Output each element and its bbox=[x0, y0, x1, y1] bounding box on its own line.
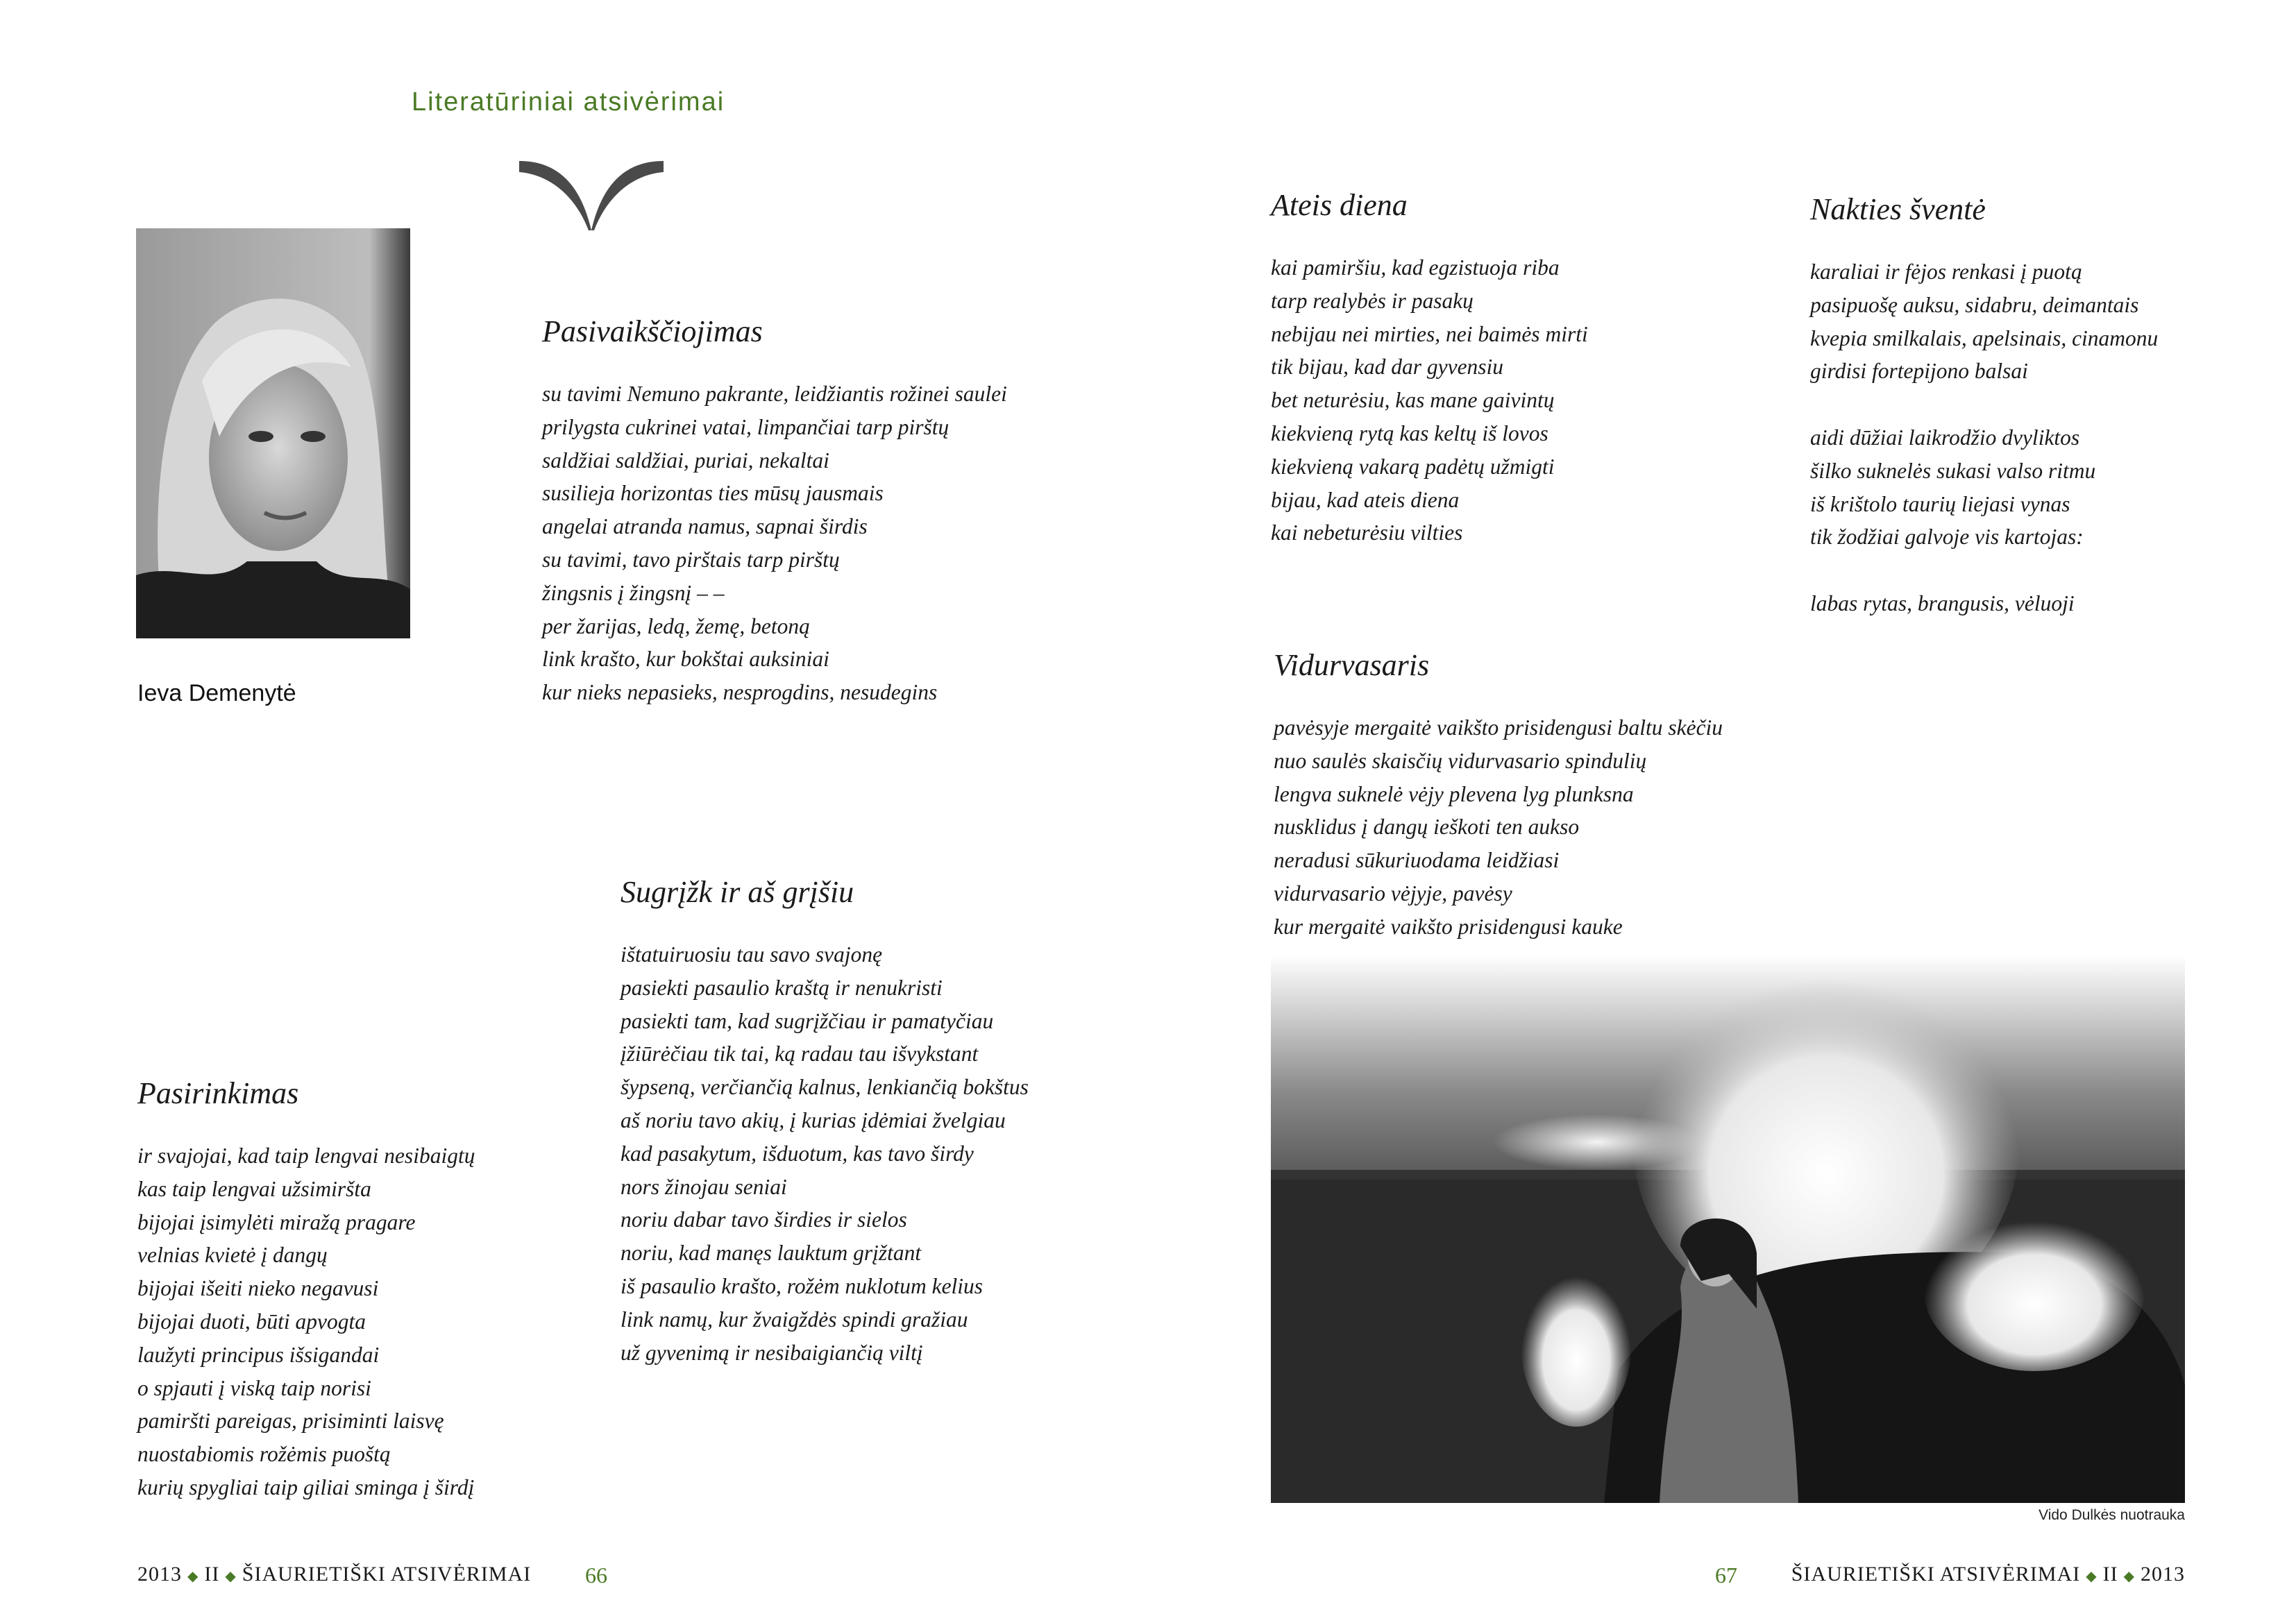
separator-icon: ◆ bbox=[2123, 1568, 2135, 1584]
poem-title: Ateis diena bbox=[1271, 188, 1408, 222]
poem-line bbox=[1810, 388, 2158, 421]
author-portrait bbox=[136, 228, 410, 638]
poem-sugrizk bbox=[621, 874, 1029, 1369]
poem-vidurvasaris bbox=[1274, 647, 1723, 944]
poem-line: nuostabiomis rožėmis puoštą bbox=[137, 1442, 391, 1467]
poem-line: link krašto, kur bokštai auksiniai bbox=[542, 647, 829, 672]
poem-line: šypseną, verčiančią kalnus, lenkiančią bokštus bbox=[621, 1075, 1029, 1100]
poem-line: iš pasaulio krašto, rožėm nuklotum kelius bbox=[621, 1273, 984, 1298]
poem-line: įžiūrėčiau tik tai, ką radau tau išvykstant bbox=[621, 1042, 979, 1067]
poem-line: bijojai duoti, būti apvogta bbox=[137, 1309, 366, 1334]
poem-line: bijojai išeiti nieko negavusi bbox=[137, 1276, 379, 1301]
poem-title: Pasirinkimas bbox=[137, 1076, 299, 1110]
poem-line: kurių spygliai taip giliai sminga į širdį bbox=[137, 1475, 475, 1499]
poem-line: neradusi sūkuriuodama leidžiasi bbox=[1274, 848, 1560, 873]
poem-line: noriu dabar tavo širdies ir sielos bbox=[621, 1207, 907, 1232]
poem-line: kiekvieną rytą kas keltų iš lovos bbox=[1271, 420, 1548, 445]
poem-line: bijau, kad ateis diena bbox=[1271, 487, 1460, 512]
poem-line: saldžiai saldžiai, puriai, nekaltai bbox=[542, 448, 829, 473]
separator-icon: ◆ bbox=[2086, 1568, 2097, 1584]
page-number-right: 67 bbox=[1715, 1563, 1737, 1588]
poem-line: aš noriu tavo akių, į kurias įdėmiai žvelgiau bbox=[621, 1107, 1006, 1132]
poem-line: ištatuiruosiu tau savo svajonę bbox=[621, 942, 883, 967]
poem-title: Vidurvasaris bbox=[1274, 648, 1430, 682]
poem-line: bijojai įsimylėti miražą pragare bbox=[137, 1209, 416, 1234]
poem-line: nors žinojau seniai bbox=[621, 1174, 787, 1199]
author-name: Ieva Demenytė bbox=[137, 680, 296, 706]
poem-line: girdisi fortepijono balsai bbox=[1810, 359, 2028, 384]
poem-body bbox=[1274, 711, 1723, 944]
poem-line: už gyvenimą ir nesibaigiančią viltį bbox=[621, 1340, 923, 1365]
poem-line: velnias kvietė į dangų bbox=[137, 1243, 328, 1268]
poem-line: su tavimi, tavo pirštais tarp pirštų bbox=[542, 547, 840, 572]
poem-line: pasiekti tam, kad sugrįžčiau ir pamatyčiau bbox=[621, 1008, 994, 1033]
poem-line: kur nieks nepasieks, nesprogdins, nesudegins bbox=[542, 680, 938, 705]
poem-ateis-diena bbox=[1271, 187, 1588, 550]
poem-line: ir svajojai, kad taip lengvai nesibaigtų bbox=[137, 1144, 475, 1168]
poem-body bbox=[621, 938, 1029, 1369]
poem-title: Nakties šventė bbox=[1810, 192, 1986, 226]
poem-line: tik žodžiai galvoje vis kartojas: bbox=[1810, 525, 2084, 550]
poem-line: iš krištolo taurių liejasi vynas bbox=[1810, 491, 2070, 516]
poem-line: vidurvasario vėjyje, pavėsy bbox=[1274, 881, 1512, 906]
poem-line: kvepia smilkalais, apelsinais, cinamonu bbox=[1810, 325, 2159, 350]
poem-line: kiekvieną vakarą padėtų užmigti bbox=[1271, 454, 1555, 479]
footer-issue: II bbox=[204, 1563, 220, 1586]
poem-body bbox=[542, 377, 1007, 709]
poem-line: bet neturėsiu, kas mane gaivintų bbox=[1271, 388, 1555, 413]
poem-line: angelai atranda namus, sapnai širdis bbox=[542, 514, 868, 539]
footer-right bbox=[1791, 1563, 2185, 1586]
poem-line: šilko suknelės sukasi valso ritmu bbox=[1810, 458, 2096, 483]
footer-left bbox=[137, 1563, 531, 1586]
footer-journal: ŠIAURIETIŠKI ATSIVĖRIMAI bbox=[1791, 1563, 2081, 1586]
poem-line: kad pasakytum, išduotum, kas tavo širdy bbox=[621, 1141, 974, 1166]
poem-line: laužyti principus išsigandai bbox=[137, 1342, 380, 1367]
poem-line: pamiršti pareigas, prisiminti laisvę bbox=[137, 1409, 444, 1434]
poem-body bbox=[137, 1139, 475, 1504]
poem-title: Sugrįžk ir aš grįšiu bbox=[621, 875, 854, 909]
separator-icon: ◆ bbox=[187, 1568, 199, 1584]
poem-body bbox=[1810, 255, 2158, 620]
footer-journal: ŠIAURIETIŠKI ATSIVĖRIMAI bbox=[242, 1563, 532, 1586]
poem-line: tik bijau, kad dar gyvensiu bbox=[1271, 355, 1504, 380]
ornament-icon bbox=[519, 161, 664, 232]
poem-line bbox=[1810, 554, 2158, 587]
poem-line: susilieja horizontas ties mūsų jausmais bbox=[542, 481, 884, 506]
poem-line: aidi dūžiai laikrodžio dvyliktos bbox=[1810, 425, 2080, 450]
poem-line: link namų, kur žvaigždės spindi gražiau bbox=[621, 1307, 968, 1332]
poem-pasivaiksciojimas bbox=[542, 314, 1007, 709]
separator-icon: ◆ bbox=[225, 1568, 237, 1584]
poem-line: o spjauti į viską taip norisi bbox=[137, 1375, 371, 1400]
poem-line: lengva suknelė vėjy plevena lyg plunksna bbox=[1274, 781, 1634, 806]
poem-line: nuo saulės skaisčių vidurvasario spindulių bbox=[1274, 748, 1647, 773]
poem-line: per žarijas, ledą, žemę, betoną bbox=[542, 613, 810, 638]
photo-caption: Vido Dulkės nuotrauka bbox=[2038, 1507, 2185, 1523]
poem-nakties-svente bbox=[1810, 192, 2158, 620]
poem-title: Pasivaikščiojimas bbox=[542, 314, 763, 348]
poem-body bbox=[1271, 251, 1588, 550]
poem-line: kai nebeturėsiu vilties bbox=[1271, 520, 1463, 545]
poem-pasirinkimas bbox=[137, 1076, 475, 1504]
section-header: Literatūriniai atsivėrimai bbox=[412, 87, 725, 117]
poem-line: su tavimi Nemuno pakrante, leidžiantis rožinei saulei bbox=[542, 382, 1007, 406]
poem-line: prilygsta cukrinei vatai, limpančiai tarp pirštų bbox=[542, 414, 949, 439]
poem-line: noriu, kad manęs lauktum grįžtant bbox=[621, 1241, 922, 1266]
poem-line: pasipuošę auksu, sidabru, deimantais bbox=[1810, 292, 2139, 317]
footer-issue: II bbox=[2102, 1563, 2118, 1586]
poem-line: pasiekti pasaulio kraštą ir nenukristi bbox=[621, 975, 943, 1000]
poem-line: kas taip lengvai užsimiršta bbox=[137, 1176, 371, 1201]
poem-line: kai pamiršiu, kad egzistuoja riba bbox=[1271, 255, 1560, 280]
poem-line: kur mergaitė vaikšto prisidengusi kauke bbox=[1274, 914, 1623, 939]
poem-line: labas rytas, brangusis, vėluoji bbox=[1810, 590, 2075, 615]
poem-line: nusklidus į dangų ieškoti ten aukso bbox=[1274, 815, 1580, 840]
poem-line: žingsnis į žingsnį – – bbox=[542, 580, 725, 605]
poem-line: tarp realybės ir pasakų bbox=[1271, 288, 1474, 313]
footer-year: 2013 bbox=[2141, 1563, 2185, 1586]
footer-year: 2013 bbox=[137, 1563, 182, 1586]
poem-line: nebijau nei mirties, nei baimės mirti bbox=[1271, 321, 1588, 346]
poem-line: pavėsyje mergaitė vaikšto prisidengusi baltu skėčiu bbox=[1274, 715, 1723, 740]
page-number-left: 66 bbox=[585, 1563, 607, 1588]
poem-line: karaliai ir fėjos renkasi į puotą bbox=[1810, 260, 2082, 284]
bonfire-photo bbox=[1271, 955, 2185, 1503]
